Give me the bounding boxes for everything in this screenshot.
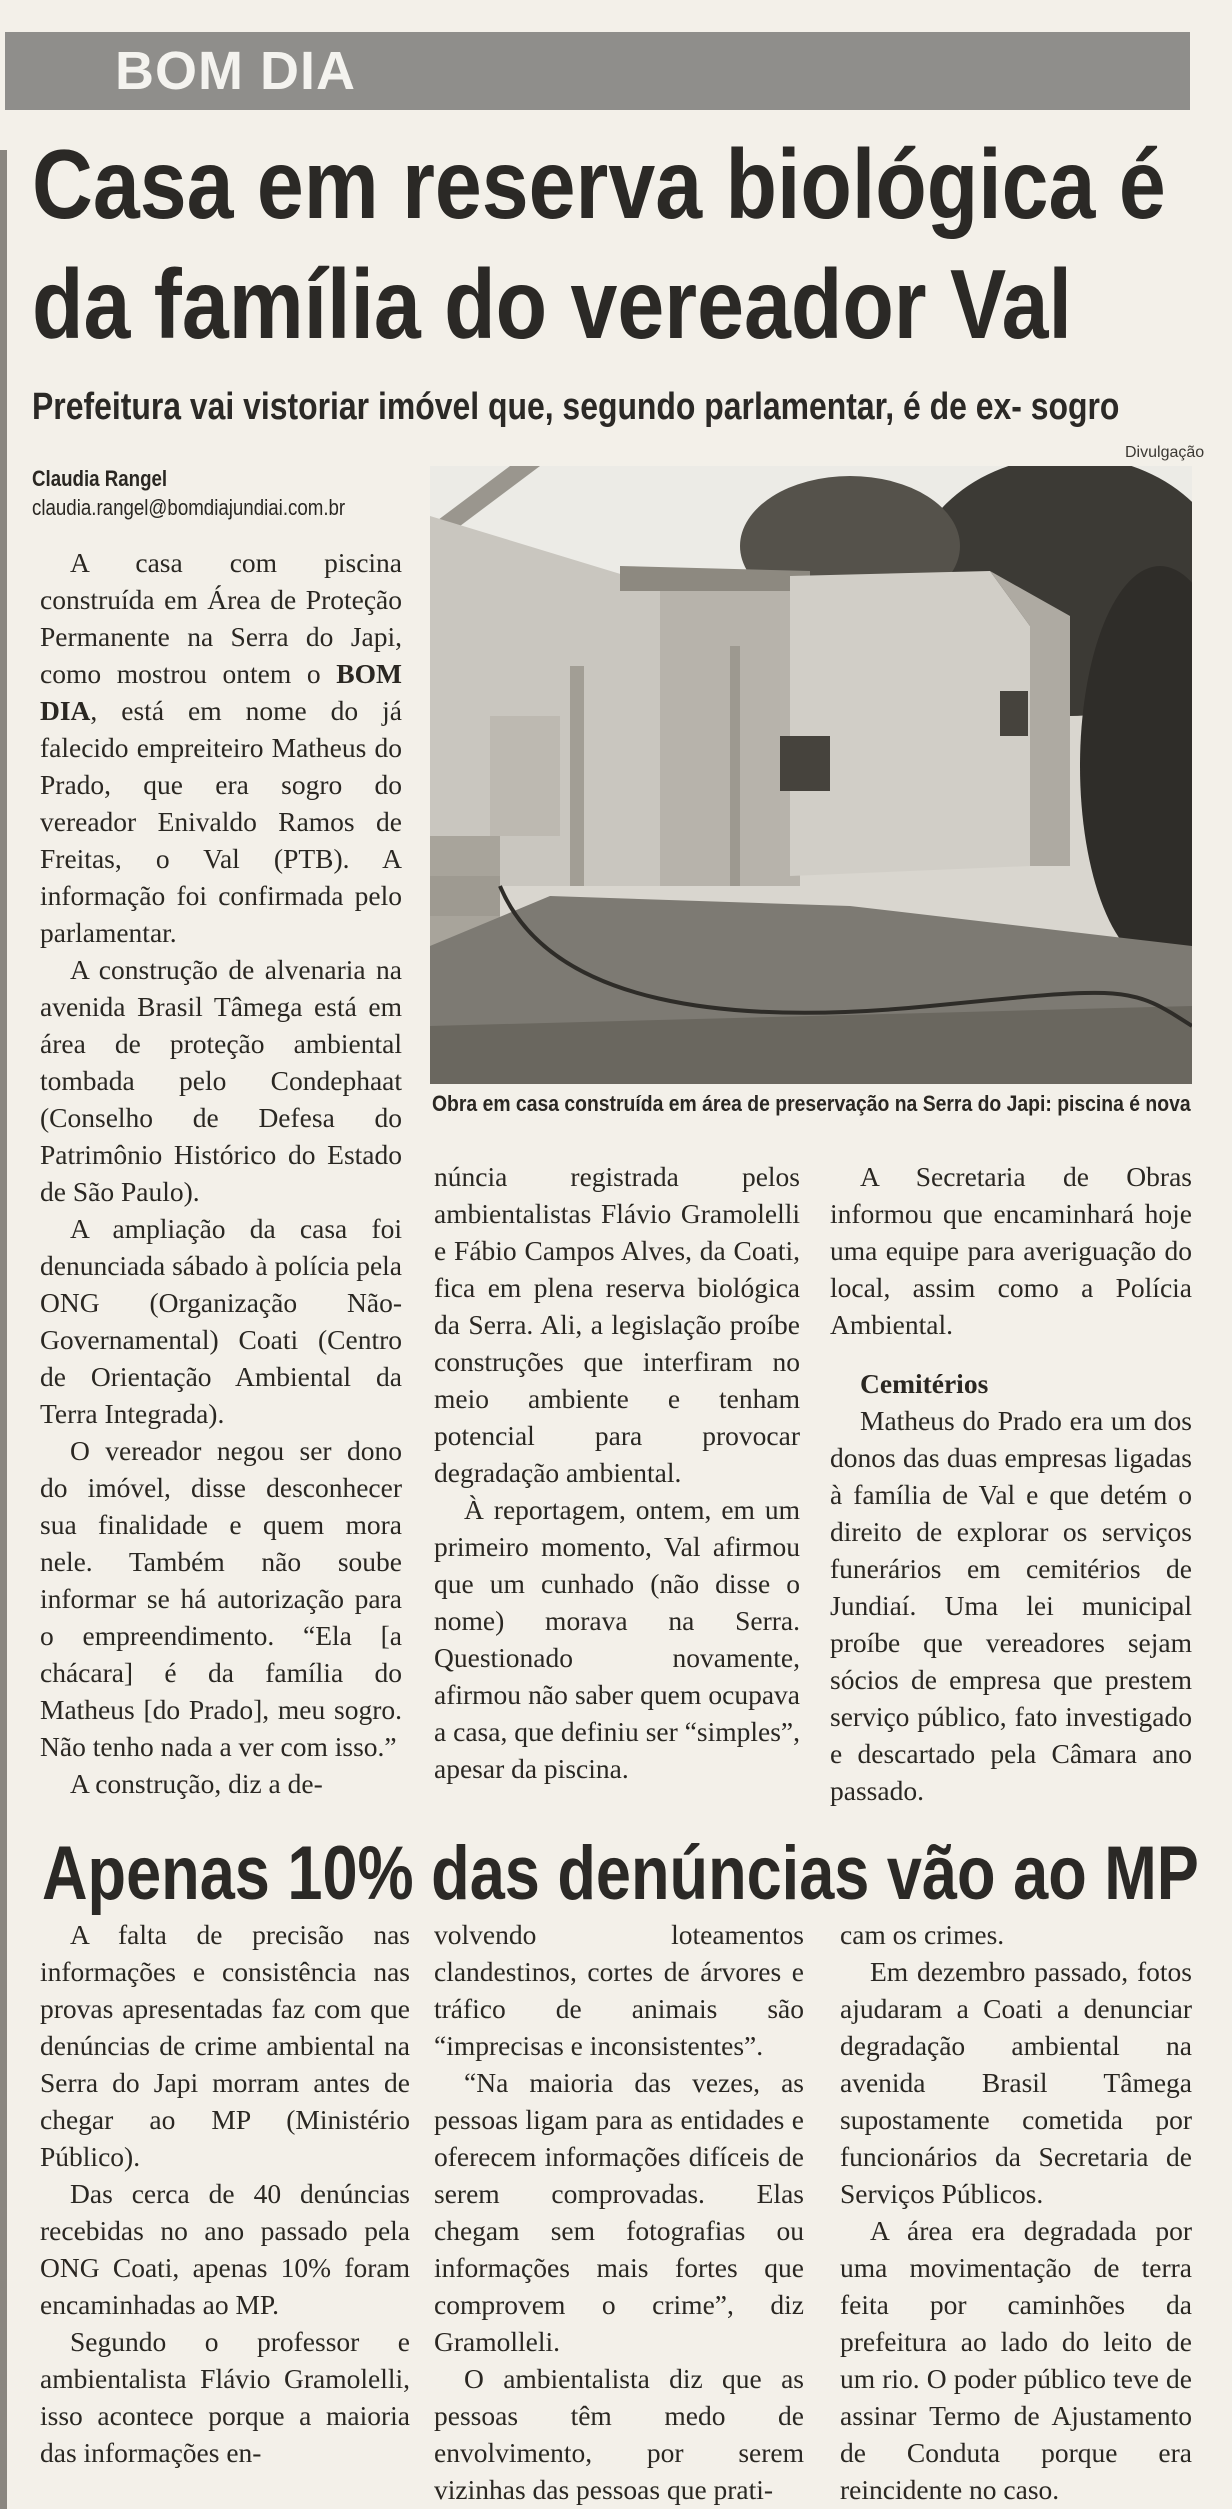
article2-col1-paragraph1: A falta de precisão nas informações e consistência nas provas apresentadas faz com que denúncias de crime ambiental na Serra do Japi morram antes de chegar ao MP (Ministério Público).	[40, 1919, 410, 2172]
article1-col2-paragraph2: À reportagem, ontem, em um primeiro momento, Val afirmou que um cunhado (não disse o nome) morava na Serra. Questionado novamente, afirmou não saber quem ocupava a casa, que definiu ser “simples”, apesar da piscina.	[434, 1494, 800, 1784]
article2-column3	[840, 1916, 1192, 2508]
article1-column1	[40, 544, 402, 1802]
article2-col1-paragraph3: Segundo o professor e ambientalista Flávio Gramolelli, isso acontece porque a maioria das informações en-	[40, 2326, 410, 2468]
main-headline	[32, 124, 1202, 364]
crosshead-cemiterios: Cemitérios	[860, 1368, 989, 1399]
article1-col1-paragraph3: A ampliação da casa foi denunciada sábado à polícia pela ONG (Organização Não-Governamental) Coati (Centro de Orientação Ambiental da Terra Integrada).	[40, 1213, 402, 1429]
article1-column3	[830, 1158, 1192, 1809]
article2-col3-paragraph3: A área era degradada por uma movimentação de terra feita por caminhões da prefeitura ao lado do leito de um rio. O poder público teve de assinar Termo de Ajustamento de Conduta porque era reincidente no caso.	[840, 2215, 1192, 2505]
article2-column2	[434, 1916, 804, 2508]
photo-caption: Obra em casa construída em área de preservação na Serra do Japi: piscina é nova	[432, 1091, 1191, 1116]
article1-col1-paragraph2: A construção de alvenaria na avenida Brasil Tâmega está em área de proteção ambiental tombada pelo Condephaat (Conselho de Defesa do Patrimônio Histórico do Estado de São Paulo).	[40, 954, 402, 1207]
article2-col3-paragraph1: cam os crimes.	[840, 1919, 1005, 1950]
article1-col1-paragraph5: A construção, diz a de-	[70, 1768, 323, 1799]
article1-column2	[434, 1158, 800, 1787]
main-headline-line1: Casa em reserva biológica é	[32, 129, 1166, 239]
main-headline-line2: da família do vereador Val	[32, 249, 1072, 359]
article2-col2-paragraph1: volvendo loteamentos clandestinos, cortes de árvores e tráfico de animais são “imprecisas e inconsistentes”.	[434, 1919, 804, 2061]
article1-col1-p1-after: , está em nome do já falecido empreiteiro Matheus do Prado, que era sogro do vereador Enivaldo Ramos de Freitas, o Val (PTB). A informação foi confirmada pelo parlamentar.	[40, 695, 402, 948]
article2-col2-paragraph3: O ambientalista diz que as pessoas têm medo de envolvimento, por serem vizinhas das pessoas que prati-	[434, 2363, 804, 2505]
article1-col3-paragraph1: A Secretaria de Obras informou que encaminhará hoje uma equipe para averiguação do local, assim como a Polícia Ambiental.	[830, 1161, 1192, 1340]
author-email: claudia.rangel@bomdiajundiai.com.br	[32, 495, 346, 520]
section-label: BOM DIA	[115, 41, 356, 101]
subheadline: Prefeitura vai vistoriar imóvel que, segundo parlamentar, é de ex- sogro	[32, 386, 1120, 428]
article2-col2-paragraph2: “Na maioria das vezes, as pessoas ligam para as entidades e oferecem informações difíceis de serem comprovadas. Elas chegam sem fotografias ou informações mais fortes que comprovem o crime”, diz Gramolleli.	[434, 2067, 804, 2357]
article2-col1-paragraph2: Das cerca de 40 denúncias recebidas no ano passado pela ONG Coati, apenas 10% foram encaminhadas ao MP.	[40, 2178, 410, 2320]
article1-col1-p1-before: A casa com piscina construída em Área de Proteção Permanente na Serra do Japi, como mostrou ontem o	[40, 547, 402, 689]
article1-col1-p1-bold: BOM DIA	[40, 658, 402, 726]
article1-col1-paragraph1	[40, 544, 402, 951]
article1-col1-paragraph4: O vereador negou ser dono do imóvel, disse desconhecer sua finalidade e quem mora nele. Também não soube informar se há autorização para o empreendimento. “Ela [a chácara] é da família do Matheus [do Prado], meu sogro. Não tenho nada a ver com isso.”	[40, 1435, 402, 1762]
article2-column1	[40, 1916, 410, 2471]
article1-col2-paragraph1: núncia registrada pelos ambientalistas Flávio Gramolelli e Fábio Campos Alves, da Coati, fica em plena reserva biológica da Serra. Ali, a legislação proíbe construções que interfiram no meio ambiente e tenham potencial para provocar degradação ambiental.	[434, 1161, 800, 1488]
left-margin-rule	[0, 150, 7, 2509]
article-photo	[430, 466, 1192, 1084]
article1-col3-paragraph2: Matheus do Prado era um dos donos das duas empresas ligadas à família de Val e que detém o direito de explorar os serviços funerários em cemitérios de Jundiaí. Uma lei municipal proíbe que vereadores sejam sócios de empresa que prestem serviço público, fato investigado e descartado pela Câmara ano passado.	[830, 1405, 1192, 1806]
author-name: Claudia Rangel	[32, 466, 168, 491]
secondary-headline: Apenas 10% das denúncias vão ao MP	[42, 1831, 1199, 1916]
article2-col3-paragraph2: Em dezembro passado, fotos ajudaram a Coati a denunciar degradação ambiental na avenida Brasil Tâmega supostamente cometida por funcionários da Secretaria de Serviços Públicos.	[840, 1956, 1192, 2209]
photo-credit: Divulgação	[1125, 444, 1205, 461]
